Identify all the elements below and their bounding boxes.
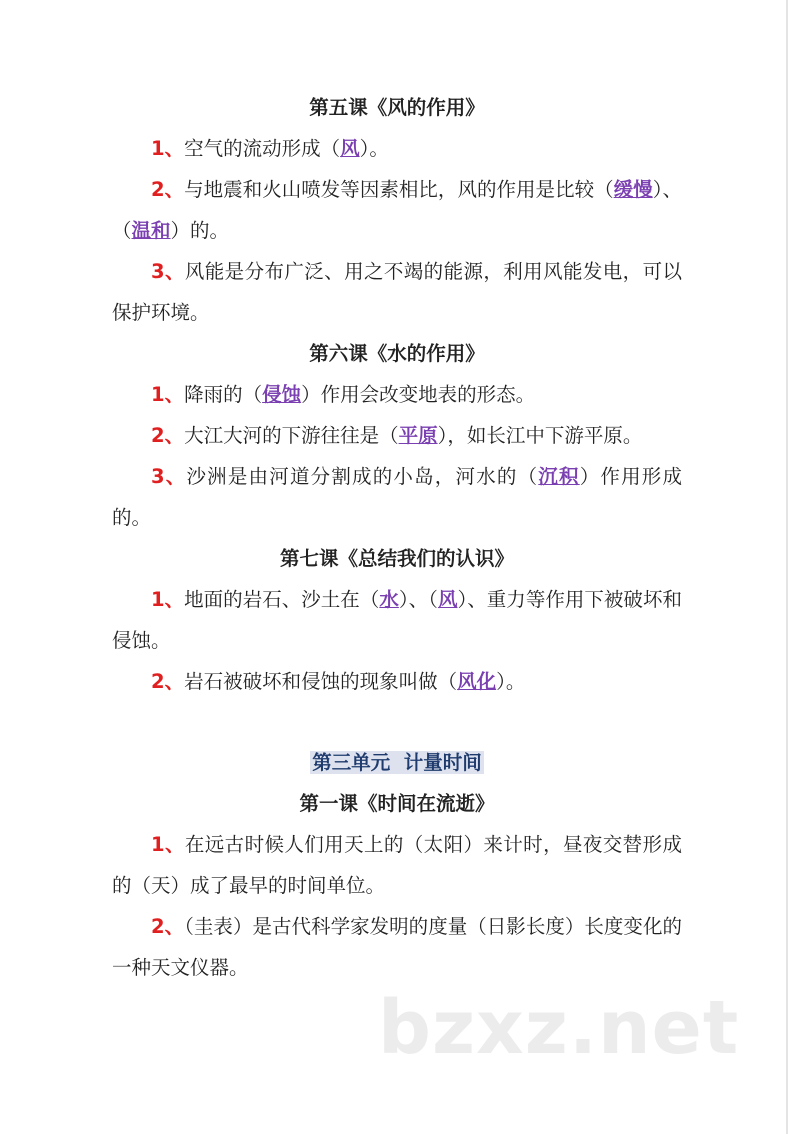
list-item (112, 169, 682, 251)
answer-text: 平原 (398, 424, 438, 447)
item-text: ）。 (496, 670, 526, 693)
item-text: 降雨的（ (184, 383, 263, 406)
list-item (112, 906, 682, 988)
answer-text: 风 (437, 588, 458, 611)
list-item (112, 128, 682, 169)
item-number: 2、 (151, 424, 185, 447)
list-item (112, 251, 682, 333)
lesson-title: 第六课《水的作用》 (309, 342, 485, 365)
item-text: 地面的岩石、沙土在（ (184, 588, 380, 611)
answer-text: 风化 (457, 670, 497, 693)
answer-text: 侵蚀 (262, 383, 302, 406)
item-text: ）、（ (112, 178, 682, 242)
answer-text: 水 (379, 588, 399, 611)
list-item (112, 456, 682, 538)
item-number: 3、 (151, 465, 187, 488)
item-text: 风能是分布广泛、用之不竭的能源，利用风能发电，可以保护环境。 (112, 260, 682, 324)
lesson-title: 第五课《风的作用》 (309, 96, 485, 119)
answer-text: 缓慢 (613, 178, 653, 201)
item-text: 岩石被破坏和侵蚀的现象叫做（ (184, 670, 458, 693)
item-text: （圭表）是古代科学家发明的度量（日影长度）长度变化的一种天文仪器。 (112, 915, 682, 979)
item-text: ），如长江中下游平原。 (437, 424, 643, 447)
item-text: ）、重力等作用下被破坏和侵蚀。 (112, 588, 682, 652)
list-item (112, 374, 682, 415)
item-text: 与地震和火山喷发等因素相比，风的作用是比较（ (184, 178, 614, 201)
item-text: ）作用会改变地表的形态。 (301, 383, 536, 406)
answer-text: 沉积 (538, 465, 580, 488)
unit-heading (112, 742, 682, 783)
item-text: 大江大河的下游往往是（ (184, 424, 399, 447)
list-item (112, 415, 682, 456)
item-number: 1、 (151, 137, 185, 160)
list-item (112, 579, 682, 661)
lesson-title: 第一课《时间在流逝》 (299, 792, 495, 815)
item-number: 1、 (151, 383, 185, 406)
list-item (112, 824, 682, 906)
item-number: 2、 (151, 178, 185, 201)
item-text: 沙洲是由河道分割成的小岛，河水的（ (186, 465, 539, 488)
document-content (112, 87, 682, 988)
answer-text: 风 (340, 137, 360, 160)
item-text: ）的。 (170, 219, 230, 242)
watermark: bzxz.net (378, 985, 740, 1071)
item-number: 1、 (151, 588, 185, 611)
item-number: 2、 (151, 915, 185, 938)
item-text: ）。 (359, 137, 389, 160)
item-text: ）、（ (398, 588, 438, 611)
item-number: 2、 (151, 670, 185, 693)
answer-text: 温和 (131, 219, 171, 242)
item-text: 空气的流动形成（ (184, 137, 341, 160)
item-text: ）作用形成的。 (112, 465, 682, 529)
item-number: 1、 (151, 833, 185, 856)
item-text: 在远古时候人们用天上的（太阳）来计时，昼夜交替形成的（天）成了最早的时间单位。 (112, 833, 682, 897)
list-item (112, 661, 682, 702)
unit-heading-text: 第三单元 计量时间 (312, 751, 482, 774)
item-number: 3、 (151, 260, 185, 283)
lesson-title: 第七课《总结我们的认识》 (279, 547, 514, 570)
